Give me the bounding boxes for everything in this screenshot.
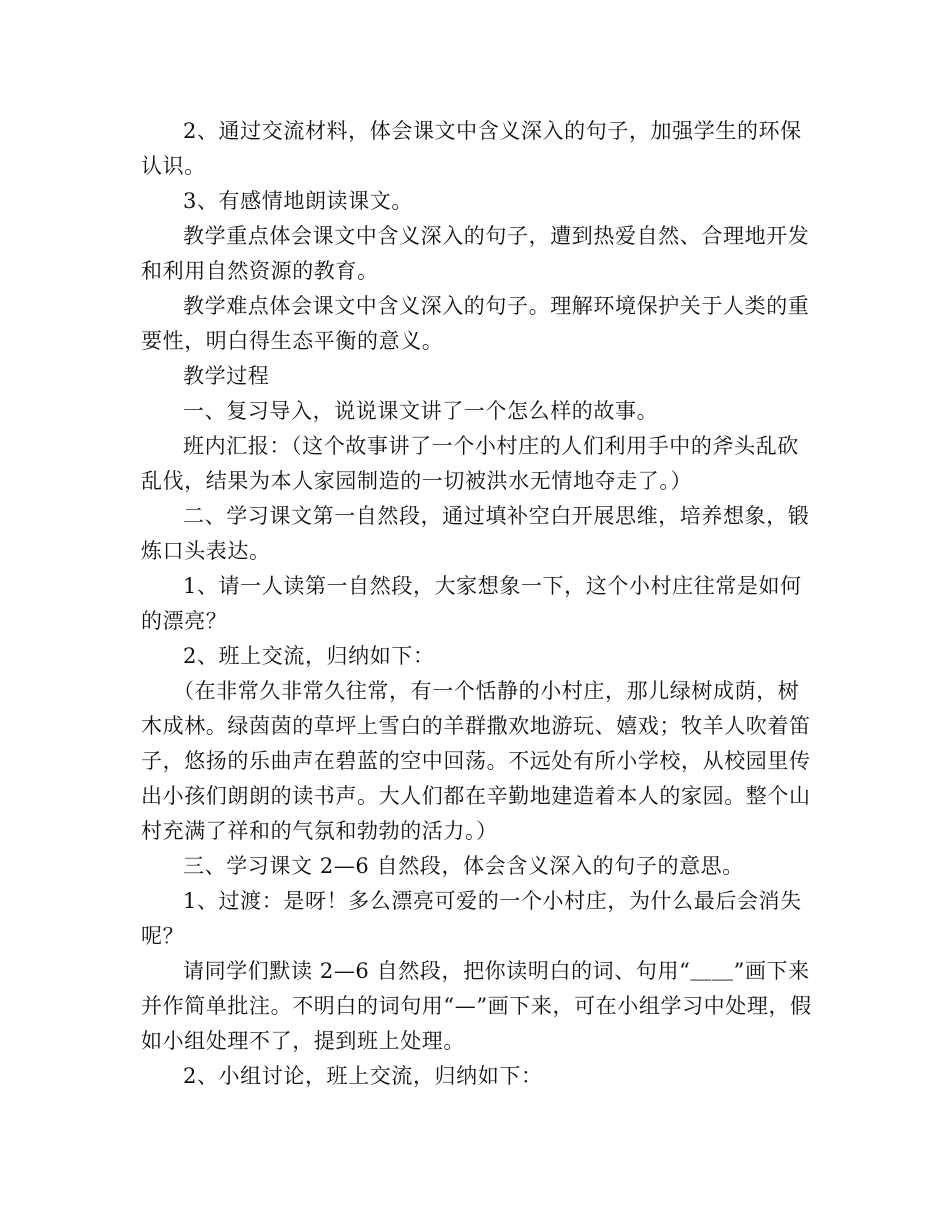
paragraph-teaching-focus: 教学重点体会课文中含义深入的句子，遭到热爱自然、合理地开发和利用自然资源的教育。: [141, 224, 810, 283]
paragraph-step-3: 三、学习课文 2—6 自然段，体会含义深入的句子的意思。: [183, 854, 744, 878]
paragraph-objective-3: 3、有感情地朗读课文。: [183, 189, 413, 213]
paragraph-step-3-item-2: 2、小组讨论，班上交流，归纳如下：: [183, 1064, 543, 1088]
paragraph-village-description: （在非常久非常久往常，有一个恬静的小村庄，那儿绿树成荫，树木成林。绿茵茵的草坪上雪白的羊群撒欢地游玩、嬉戏；牧羊人吹着笛子，悠扬的乐曲声在碧蓝的空中回荡。不远处有所小学校，从校园里传出小孩们朗朗的读书声。大人们都在辛勤地建造着本人的家园。整个山村充满了祥和的气氛和勃勃的活力。）: [141, 679, 811, 843]
paragraph-step-1: 一、复习导入，说说课文讲了一个怎么样的故事。: [183, 399, 659, 423]
paragraph-step-2: 二、学习课文第一自然段，通过填补空白开展思维，培养想象，锻炼口头表达。: [141, 504, 810, 563]
paragraph-step-2-item-1: 1、请一人读第一自然段，大家想象一下，这个小村庄往常是如何的漂亮？: [141, 574, 802, 633]
heading-teaching-process: 教学过程: [183, 364, 270, 388]
paragraph-step-2-item-2: 2、班上交流，归纳如下：: [183, 644, 435, 668]
paragraph-class-report: 班内汇报：（这个故事讲了一个小村庄的人们利用手中的斧头乱砍乱伐，结果为本人家园制造的一切被洪水无情地夺走了。）: [141, 434, 799, 493]
document-body: [141, 114, 813, 1094]
paragraph-reading-instruction: 请同学们默读 2—6 自然段，把你读明白的词、句用“＿＿”画下来并作简单批注。不明白的词句用“—”画下来，可在小组学习中处理，假如小组处理不了，提到班上处理。: [141, 959, 812, 1053]
paragraph-objective-2: 2、通过交流材料，体会课文中含义深入的句子，加强学生的环保认识。: [141, 119, 802, 178]
paragraph-step-3-item-1: 1、过渡：是呀！多么漂亮可爱的一个小村庄，为什么最后会消失呢？: [141, 889, 802, 948]
paragraph-teaching-difficulty: 教学难点体会课文中含义深入的句子。理解环境保护关于人类的重要性，明白得生态平衡的意义。: [141, 294, 810, 353]
